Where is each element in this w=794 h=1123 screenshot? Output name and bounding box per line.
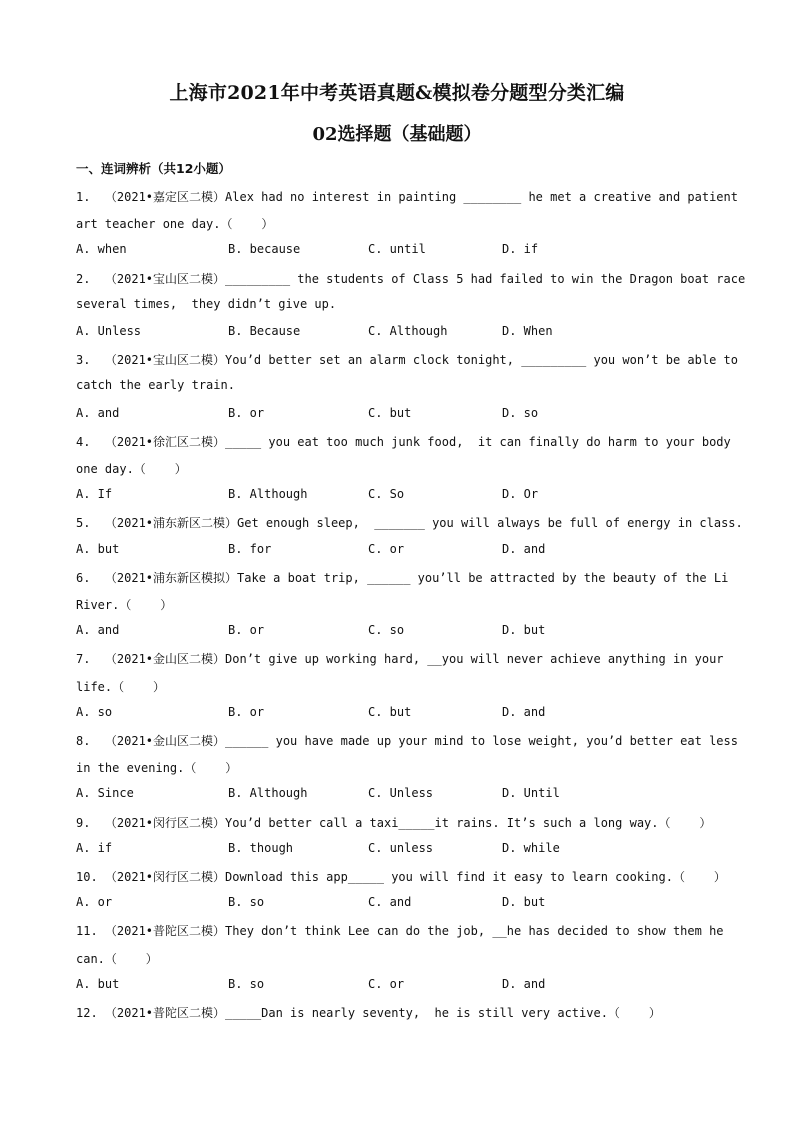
question-stem-continued: life.（ ） xyxy=(76,679,166,694)
answer-option[interactable]: C. Unless xyxy=(368,786,434,801)
answer-option[interactable]: C. or xyxy=(368,976,405,991)
answer-option[interactable]: A. but xyxy=(76,976,120,991)
question-stem-continued: in the evening.（ ） xyxy=(76,761,238,776)
question-stem: 9. （2021•闵行区二模）You’d better call a taxi_____it rains. It’s such a long way.（ ） xyxy=(76,815,712,830)
question-stem: 2. （2021•宝山区二模）_________ the students of Class 5 had failed to win the Dragon boat race xyxy=(76,271,746,286)
answer-option[interactable]: C. but xyxy=(368,704,412,719)
answer-options xyxy=(76,406,718,422)
question-stem: 3. （2021•宝山区二模）You’d better set an alarm clock tonight, _________ you won’t be able to xyxy=(76,353,738,368)
section-heading: 一、连词辨析（共12小题） xyxy=(76,161,231,176)
answer-option[interactable]: B. or xyxy=(228,623,265,638)
question-stem: 7. （2021•金山区二模）Don’t give up working hard, __you will never achieve anything in your xyxy=(76,652,724,667)
answer-option[interactable]: D. Or xyxy=(502,487,539,502)
answer-option[interactable]: D. if xyxy=(502,242,539,257)
answer-options xyxy=(76,242,718,258)
question-stem-continued: River.（ ） xyxy=(76,598,173,612)
answer-option[interactable]: A. so xyxy=(76,704,113,719)
answer-options xyxy=(76,841,718,857)
question-stem: 11. （2021•普陀区二模）They don’t think Lee can do the job, __he has decided to show them he xyxy=(76,924,724,939)
answer-option[interactable]: D. Until xyxy=(502,786,560,801)
answer-option[interactable]: B. so xyxy=(228,976,265,991)
answer-option[interactable]: D. but xyxy=(502,623,546,638)
answer-options xyxy=(76,977,718,993)
question-stem: 1. （2021•嘉定区二模）Alex had no interest in painting ________ he met a creative and patient xyxy=(76,190,738,204)
answer-options xyxy=(76,324,718,340)
answer-option[interactable]: C. Although xyxy=(368,324,448,338)
answer-options xyxy=(76,623,718,639)
answer-option[interactable]: A. but xyxy=(76,541,120,556)
answer-option[interactable]: B. Because xyxy=(228,324,301,338)
answer-option[interactable]: D. while xyxy=(502,840,560,855)
question-stem: 10. （2021•闵行区二模）Download this app_____ you will find it easy to learn cooking.（ ） xyxy=(76,870,726,884)
question-stem-continued: several times, they didn’t give up. xyxy=(76,296,337,311)
document-title: 上海市2021年中考英语真题&模拟卷分题型分类汇编 xyxy=(169,82,625,104)
question-stem-continued: one day.（ ） xyxy=(76,462,187,476)
question-stem: 6. （2021•浦东新区模拟）Take a boat trip, ______ you’ll be attracted by the beauty of the Li xyxy=(76,570,729,585)
answer-option[interactable]: B. Although xyxy=(228,786,308,801)
question-stem: 4. （2021•徐汇区二模）_____ you eat too much junk food, it can finally do harm to your body xyxy=(76,434,731,449)
answer-option[interactable]: D. and xyxy=(502,704,546,719)
answer-option[interactable]: A. and xyxy=(76,623,120,638)
answer-option[interactable]: A. Since xyxy=(76,786,134,801)
answer-option[interactable]: A. when xyxy=(76,242,127,257)
question-stem-continued: can.（ ） xyxy=(76,951,158,966)
answer-option[interactable]: C. so xyxy=(368,623,405,638)
question-stem-continued: art teacher one day.（ ） xyxy=(76,217,274,232)
answer-option[interactable]: A. Unless xyxy=(76,324,142,338)
answer-option[interactable]: A. or xyxy=(76,895,113,910)
answer-option[interactable]: D. and xyxy=(502,541,546,556)
answer-option[interactable]: D. but xyxy=(502,895,546,910)
answer-option[interactable]: D. and xyxy=(502,976,546,991)
answer-option[interactable]: B. or xyxy=(228,704,265,719)
answer-option[interactable]: B. so xyxy=(228,895,265,910)
answer-options xyxy=(76,542,718,558)
answer-option[interactable]: A. If xyxy=(76,487,113,502)
answer-option[interactable]: B. Although xyxy=(228,487,308,502)
answer-options xyxy=(76,487,718,503)
answer-options xyxy=(76,895,718,911)
answer-option[interactable]: C. unless xyxy=(368,840,434,855)
answer-option[interactable]: A. and xyxy=(76,405,120,420)
answer-option[interactable]: B. because xyxy=(228,242,301,257)
answer-options xyxy=(76,705,718,721)
answer-option[interactable]: C. So xyxy=(368,487,405,502)
answer-option[interactable]: C. and xyxy=(368,895,412,910)
question-stem-continued: catch the early train. xyxy=(76,378,235,393)
document-subtitle: 02选择题（基础题） xyxy=(312,124,482,145)
answer-option[interactable]: C. or xyxy=(368,541,405,556)
answer-options xyxy=(76,786,718,802)
question-stem: 5. （2021•浦东新区二模）Get enough sleep, _______ you will always be full of energy in class. xyxy=(76,516,743,531)
answer-option[interactable]: B. or xyxy=(228,405,265,420)
answer-option[interactable]: A. if xyxy=(76,840,113,855)
answer-option[interactable]: D. so xyxy=(502,405,539,420)
answer-option[interactable]: B. though xyxy=(228,840,294,855)
answer-option[interactable]: B. for xyxy=(228,541,272,556)
question-stem: 12. （2021•普陀区二模）_____Dan is nearly seventy, he is still very active.（ ） xyxy=(76,1006,661,1020)
answer-option[interactable]: C. but xyxy=(368,405,412,420)
question-stem: 8. （2021•金山区二模）______ you have made up your mind to lose weight, you’d better eat less xyxy=(76,734,738,748)
answer-option[interactable]: D. When xyxy=(502,324,553,338)
answer-option[interactable]: C. until xyxy=(368,242,426,257)
